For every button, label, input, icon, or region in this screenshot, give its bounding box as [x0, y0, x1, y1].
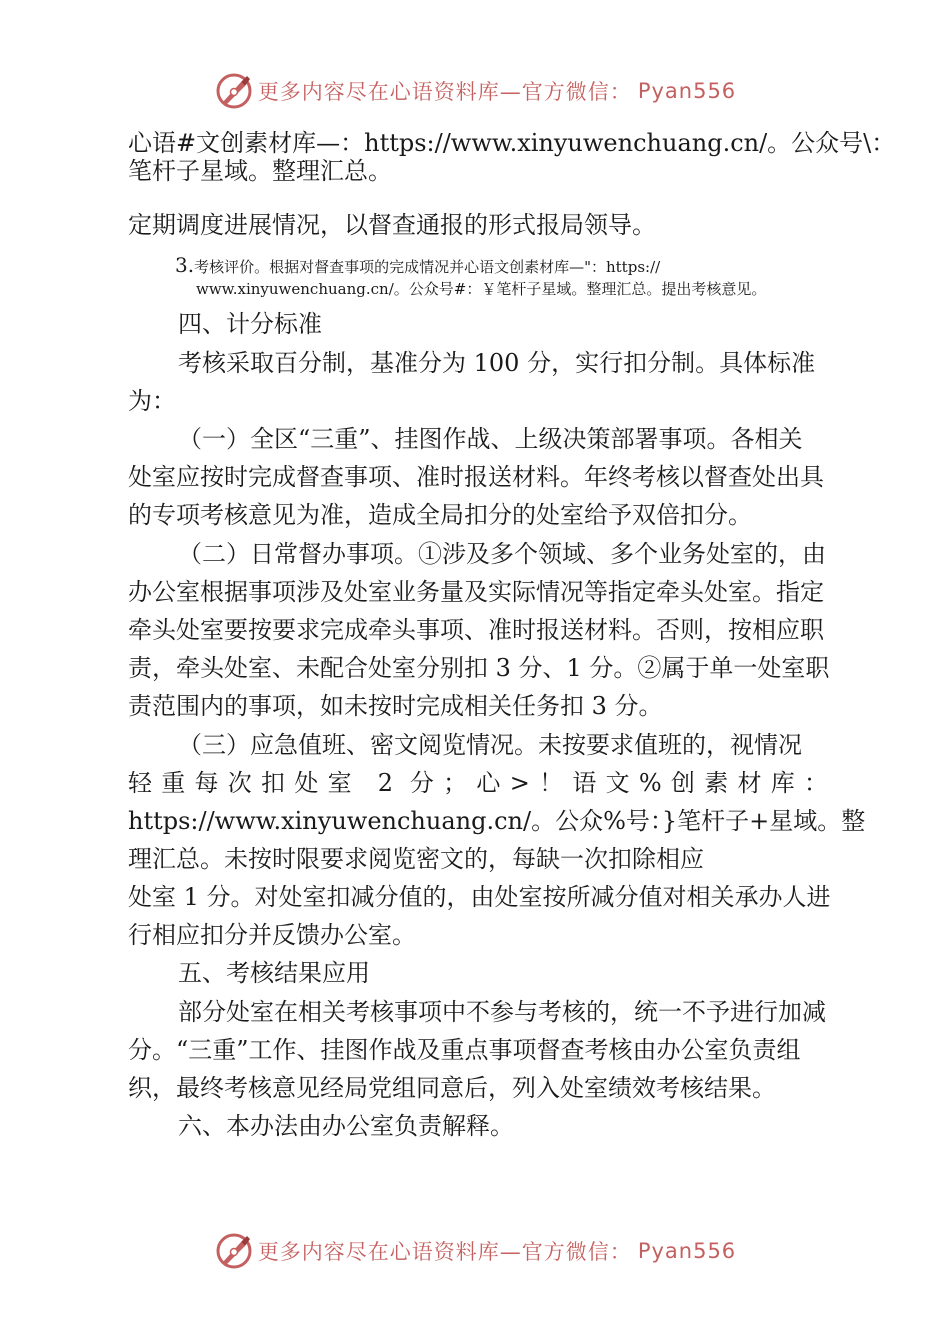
footer-banner — [0, 1226, 950, 1276]
small-item-line-1 — [175, 254, 660, 278]
text-line: （二）日常督办事项。①涉及多个领域、多个业务处室的，由 — [178, 540, 826, 568]
section-heading: 五、考核结果应用 — [178, 959, 370, 987]
text-line: 考核采取百分制，基准分为 100 分，实行扣分制。具体标准 — [178, 349, 816, 377]
text-line: 牵头处室要按要求完成牵头事项、准时报送材料。否则，按相应职 — [128, 616, 824, 644]
text-line: 责，牵头处室、未配合处室分别扣 3 分、1 分。②属于单一处室职 — [128, 654, 830, 682]
banner-text: 更多内容尽在心语资料库—官方微信： — [257, 80, 632, 104]
text-line: 处室应按时完成督查事项、准时报送材料。年终考核以督查处出具 — [128, 463, 824, 491]
text-line: 责范围内的事项，如未按时完成相关任务扣 3 分。 — [128, 692, 663, 720]
text-line: 的专项考核意见为准，造成全局扣分的处室给予双倍扣分。 — [128, 501, 752, 529]
text-line: 心语#文创素材库—：https://www.xinyuwenchuang.cn/。公众号\： — [128, 129, 896, 157]
text-line: 为： — [128, 387, 176, 415]
text-line: 织，最终考核意见经局党组同意后，列入处室绩效考核结果。 — [128, 1074, 776, 1102]
banner-text: 更多内容尽在心语资料库—官方微信： — [257, 1240, 632, 1264]
text-line: （一）全区“三重”、挂图作战、上级决策部署事项。各相关 — [178, 425, 803, 453]
text-line: 部分处室在相关考核事项中不参与考核的，统一不予进行加减 — [178, 998, 826, 1026]
text-line: 办公室根据事项涉及处室业务量及实际情况等指定牵头处室。指定 — [128, 578, 824, 606]
banner-wechat-id: Pyan556 — [637, 1239, 737, 1263]
small-item-text-2: www.xinyuwenchuang.cn/。公众号#：￥笔杆子星域。整理汇总。提出考核意见。 — [196, 280, 767, 298]
section-heading: 六、本办法由办公室负责解释。 — [178, 1112, 514, 1140]
small-item-number: 3. — [175, 253, 195, 277]
text-line: https://www.xinyuwenchuang.cn/。公众%号：}笔杆子+星域。整 — [128, 807, 866, 835]
banner-wechat-id: Pyan556 — [637, 79, 737, 103]
section-heading: 四、计分标准 — [178, 310, 322, 338]
text-line: 行相应扣分并反馈办公室。 — [128, 921, 416, 949]
text-line: 定期调度进展情况，以督查通报的形式报局领导。 — [128, 211, 656, 239]
text-line: 笔杆子星域。整理汇总。 — [128, 157, 392, 185]
pen-logo-icon — [214, 71, 254, 111]
text-line: 分。“三重”工作、挂图作战及重点事项督查考核由办公室负责组 — [128, 1036, 801, 1064]
text-line: 理汇总。未按时限要求阅览密文的，每缺一次扣除相应 — [128, 845, 704, 873]
text-line: （三）应急值班、密文阅览情况。未按要求值班的，视情况 — [178, 731, 802, 759]
text-line: 轻重每次扣处室 2 分；心>！语文%创素材库： — [128, 769, 828, 797]
text-line: 处室 1 分。对处室扣减分值的，由处室按所减分值对相关承办人进 — [128, 883, 831, 911]
small-item-text-1: 考核评价。根据对督查事项的完成情况并心语文创素材库—"：https:// — [194, 258, 661, 276]
header-banner — [0, 66, 950, 116]
pen-logo-icon — [214, 1231, 254, 1271]
